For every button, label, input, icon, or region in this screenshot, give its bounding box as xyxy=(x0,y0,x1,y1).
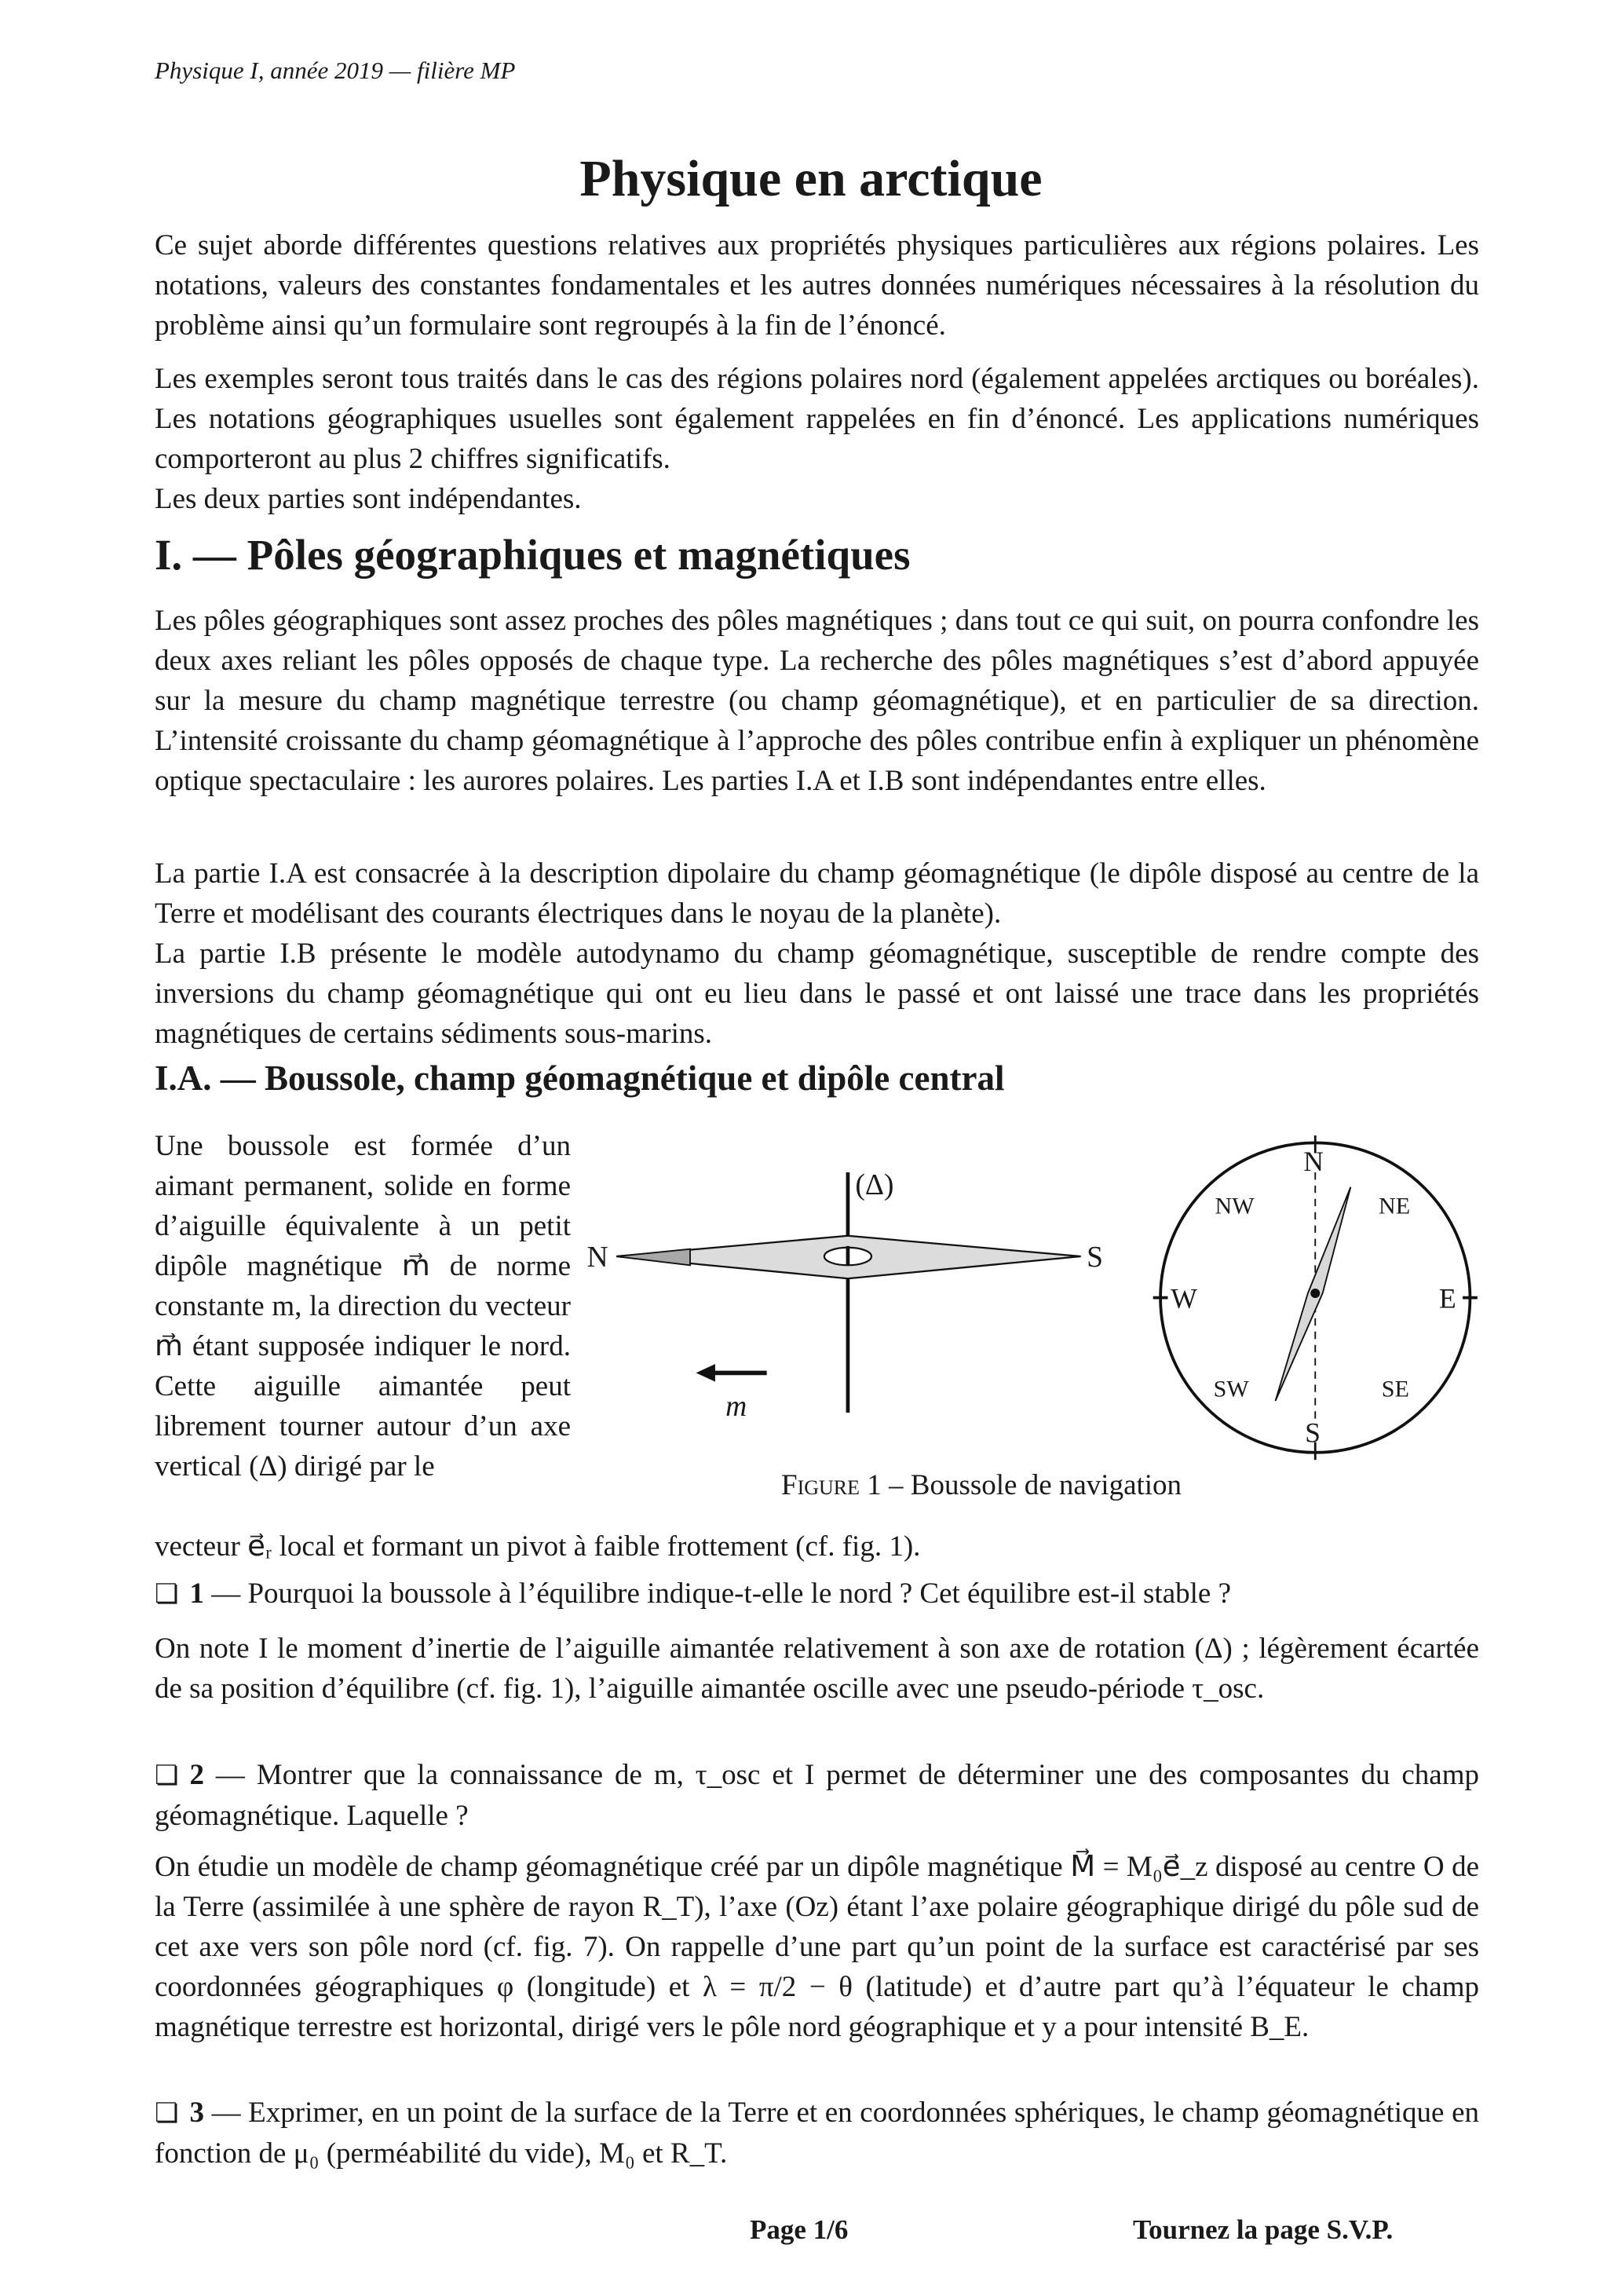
intro-paragraph-1: Ce sujet aborde différentes questions relatives aux propriétés physiques particulières aux régions polaires. Les notations, valeurs des constantes fondamentales et les autres données numériques nécessaires à la résolution du problème ainsi qu’un formulaire sont regroupés à la fin de l’énoncé. xyxy=(155,229,1479,342)
pivot-hole xyxy=(824,1248,871,1266)
compass-label-ne: NE xyxy=(1379,1193,1411,1219)
needle-side-view xyxy=(587,1169,1104,1423)
compass-label-sw: SW xyxy=(1213,1376,1249,1402)
compass-label-e: E xyxy=(1439,1282,1456,1314)
figure-side-text: Une boussole est formée d’un aimant permanent, solide en forme d’aiguille équivalente à un petit dipôle magnétique m⃗ de norme constante m, la direction du vecteur m⃗ étant supposée indiquer le nord. Cette aiguille aimantée peut librement tourner autour d’un axe vertical (Δ) dirigé par le xyxy=(155,1130,571,1483)
section-paragraph-1: Les pôles géographiques sont assez proches des pôles magnétiques ; dans tout ce qui suit, on pourra confondre les deux axes reliant les pôles opposés de chaque type. La recherche des pôles magnétiques s’est d’abord appuyée sur la mesure du champ magnétique terrestre (ou champ géomagnétique), et en particulier de sa direction. L’intensité croissante du champ géomagnétique à l’approche des pôles contribue enfin à expliquer un phénomène optique spectaculaire : les aurores polaires. Les parties I.A et I.B sont indépendantes entre elles. xyxy=(155,605,1479,797)
compass-label-s: S xyxy=(1305,1417,1321,1449)
axis-label: (Δ) xyxy=(855,1169,894,1202)
question-1 xyxy=(155,1574,1479,1614)
question-text: — Exprimer, en un point de la surface de la Terre et en coordonnées sphériques, le champ géomagnétique en fonction de μ₀ (perméabilité du vide), M₀ et R_T. xyxy=(155,2097,1479,2170)
intro-paragraph-2: Les exemples seront tous traités dans le cas des régions polaires nord (également appelées arctiques ou boréales). Les notations géographiques usuelles sont également rappelées en fin d’énoncé. Les applications numériques comporteront au plus 2 chiffres significatifs. xyxy=(155,363,1479,475)
section-paragraph-3: La partie I.B présente le modèle autodynamo du champ géomagnétique, susceptible de rendre compte des inversions du champ géomagnétique qui ont eu lieu dans le passé et ont laissé une trace dans les propriétés magnétiques de certains sédiments sous-marins. xyxy=(155,938,1479,1050)
question-number: 2 xyxy=(189,1759,204,1791)
needle-south-label: S xyxy=(1087,1241,1104,1274)
document-title: Physique en arctique xyxy=(579,150,1043,207)
needle-north-tip xyxy=(616,1249,690,1266)
question-number: 1 xyxy=(189,1578,204,1610)
paragraph-dipole: On étudie un modèle de champ géomagnétique créé par un dipôle magnétique M⃗ = M₀e⃗_z disposé au centre O de la Terre (assimilée à une sphère de rayon R_T), l’axe (Oz) étant l’axe polaire géographique dirigé du pôle sud de cet axe vers son pôle nord (cf. fig. 7). On rappelle d’une part qu’un point de la surface est caractérisé par ses coordonnées géographiques φ (longitude) et λ = π/2 − θ (latitude) et d’autre part qu’à l’équateur le champ magnétique terrestre est horizontal, dirigé vers le pôle nord géographique et y a pour intensité B_E. xyxy=(155,1851,1479,2043)
moment-vector-label: m⃗ xyxy=(725,1390,770,1423)
checkbox-icon[interactable]: ❏ xyxy=(155,2099,179,2128)
compass-top-view xyxy=(1153,1135,1478,1460)
checkbox-icon[interactable]: ❏ xyxy=(155,1761,179,1790)
figure-caption-text: – Boussole de navigation xyxy=(881,1469,1182,1501)
figure-caption-prefix: Figure 1 xyxy=(781,1469,882,1501)
checkbox-icon[interactable]: ❏ xyxy=(155,1580,179,1609)
subsection-heading: I.A. — Boussole, champ géomagnétique et dipôle central xyxy=(155,1058,1005,1098)
question-text: — Pourquoi la boussole à l’équilibre indique-t-elle le nord ? Cet équilibre est-il stable ? xyxy=(203,1578,1231,1610)
running-header: Physique I, année 2019 — filière MP xyxy=(155,57,516,84)
intro-paragraph-3: Les deux parties sont indépendantes. xyxy=(155,483,582,515)
compass-pivot xyxy=(1310,1289,1320,1298)
compass-label-nw: NW xyxy=(1215,1193,1255,1219)
paragraph-inertia: On note I le moment d’inertie de l’aiguille aimantée relativement à son axe de rotation (Δ) ; légèrement écartée de sa position d’équilibre (cf. fig. 1), l’aiguille aimantée oscille avec une pseudo-période τ_osc. xyxy=(155,1632,1479,1705)
section-paragraph-2: La partie I.A est consacrée à la description dipolaire du champ géomagnétique (le dipôle disposé au centre de la Terre et modélisant des courants électriques dans le noyau de la planète). xyxy=(155,857,1479,930)
turn-page-note: Tournez la page S.V.P. xyxy=(1133,2214,1394,2245)
compass-needle xyxy=(1276,1187,1351,1401)
figure-continuation-text: vecteur e⃗ᵣ local et formant un pivot à faible frottement (cf. fig. 1). xyxy=(155,1530,921,1563)
section-heading: I. — Pôles géographiques et magnétiques xyxy=(155,531,911,579)
compass-dial xyxy=(1160,1143,1470,1452)
moment-arrow-head xyxy=(696,1364,715,1382)
compass-label-n: N xyxy=(1303,1146,1324,1178)
needle-north-label: N xyxy=(586,1241,608,1274)
question-text: — Montrer que la connaissance de m, τ_osc et I permet de déterminer une des composantes du champ géomagnétique. Laquelle ? xyxy=(155,1759,1479,1832)
compass-label-w: W xyxy=(1171,1282,1197,1314)
question-2 xyxy=(155,1755,1479,1836)
page-number: Page 1/6 xyxy=(750,2214,849,2245)
question-number: 3 xyxy=(189,2097,204,2129)
question-3 xyxy=(155,2093,1479,2174)
needle-body xyxy=(616,1236,1081,1278)
figure-caption xyxy=(781,1468,1182,1502)
compass-label-se: SE xyxy=(1381,1376,1409,1402)
